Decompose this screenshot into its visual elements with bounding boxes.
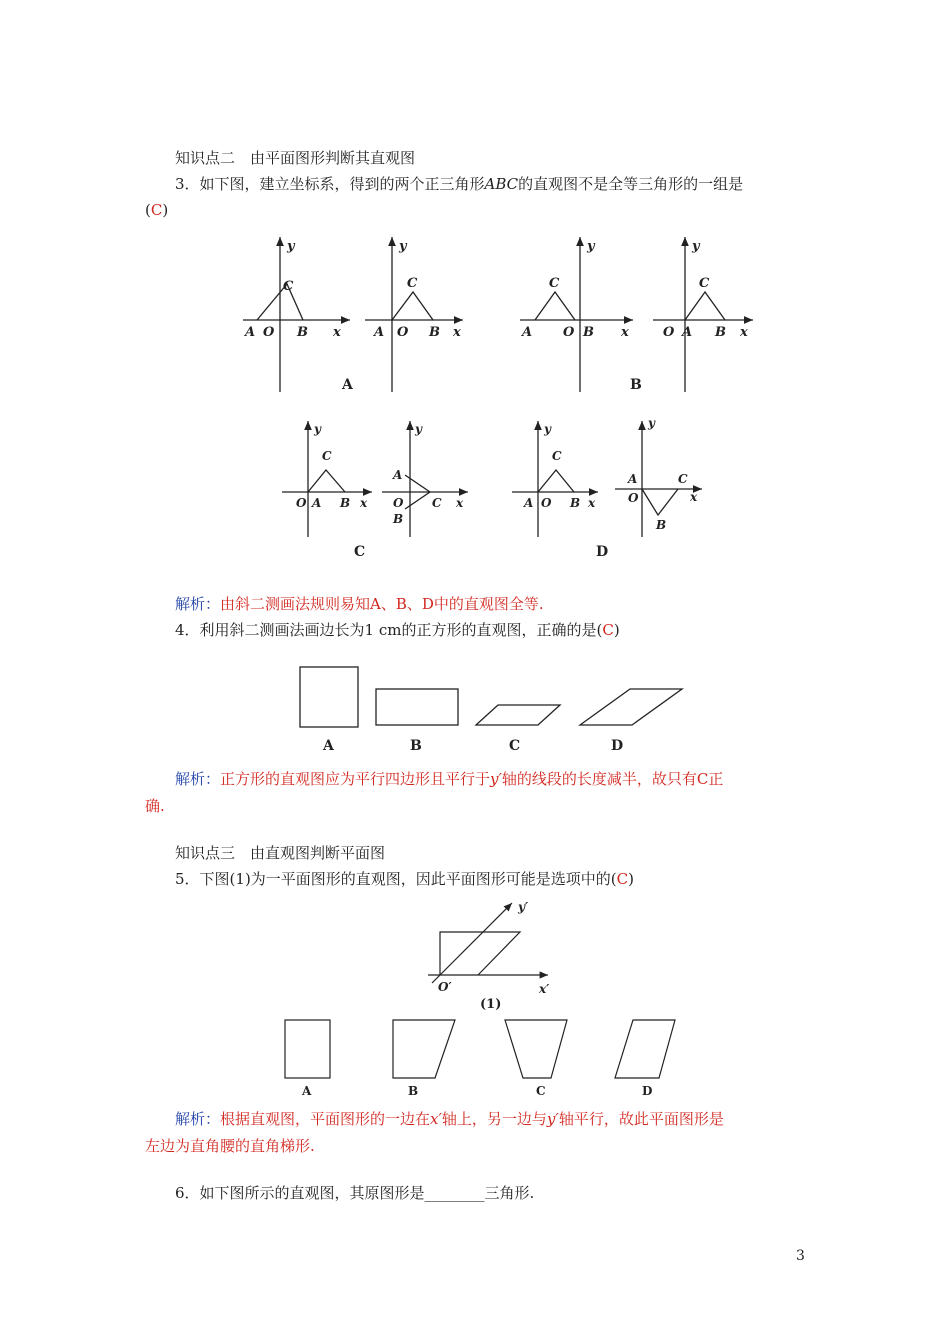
- svg-text:O: O: [296, 496, 307, 510]
- q3-answer: [145, 200, 168, 220]
- q5-fig-label-b: B: [408, 1084, 419, 1098]
- svg-text:y: y: [648, 416, 655, 430]
- q3-analysis-label: 解析：: [175, 595, 221, 613]
- svg-text:B: B: [429, 325, 440, 340]
- q4-answer-letter: C: [602, 621, 614, 639]
- q5-fig-caption: (1): [480, 997, 502, 1012]
- svg-text:B: B: [715, 325, 726, 340]
- q3-answer-letter: C: [150, 201, 163, 219]
- svg-text:y: y: [692, 239, 700, 254]
- q6-blank: ________: [424, 1184, 485, 1202]
- q4-analysis-y: y′: [490, 770, 502, 788]
- q5-fig-label-c: C: [536, 1084, 546, 1098]
- svg-text:O: O: [541, 496, 552, 510]
- svg-text:O: O: [663, 325, 675, 340]
- svg-text:C: C: [699, 276, 710, 291]
- q6-stem-a: 6．如下图所示的直观图，其原图形是: [175, 1184, 425, 1202]
- q5-analysis-2: 轴上，另一边与: [441, 1110, 547, 1128]
- svg-text:C: C: [432, 496, 442, 510]
- q4-fig-label-b: B: [410, 738, 422, 754]
- svg-text:x: x: [453, 325, 461, 340]
- q4-analysis-cont: 确.: [145, 797, 165, 815]
- q3-figure-top: [235, 232, 760, 402]
- svg-text:y: y: [399, 239, 407, 254]
- svg-text:y: y: [287, 239, 295, 254]
- q5-options-figure: [275, 1015, 695, 1100]
- svg-text:y: y: [314, 422, 321, 436]
- q5-analysis-1: 根据直观图，平面图形的一边在: [220, 1110, 431, 1128]
- page-number: 3: [796, 1248, 805, 1264]
- q4-stem-text: 4．利用斜二测画法画边长为1 cm的正方形的直观图，正确的是: [175, 621, 597, 639]
- svg-text:x: x: [588, 496, 596, 510]
- q4-stem: [175, 620, 620, 640]
- svg-text:y′: y′: [518, 900, 529, 914]
- q3-fig-label-c: C: [354, 544, 366, 560]
- svg-text:x: x: [360, 496, 368, 510]
- q3-fig-label-b: B: [630, 377, 642, 393]
- paren-open: (: [145, 201, 151, 219]
- q4-fig-label-d: D: [611, 738, 624, 754]
- q3-fig-label-d: D: [596, 544, 609, 560]
- paren-open: (: [596, 621, 603, 639]
- q4-figure: [290, 657, 690, 757]
- svg-text:O: O: [628, 491, 639, 505]
- svg-text:x: x: [690, 490, 698, 504]
- svg-text:A: A: [522, 325, 533, 340]
- svg-text:y: y: [415, 422, 422, 436]
- paren-close: ): [628, 870, 634, 888]
- q4-fig-label-c: C: [509, 738, 521, 754]
- q4-analysis-label: 解析：: [175, 770, 221, 788]
- q5-analysis-cont: 左边为直角腰的直角梯形.: [145, 1137, 315, 1155]
- svg-text:O: O: [263, 325, 275, 340]
- q4-analysis: [175, 769, 723, 789]
- q3-stem-a: 3．如下图，建立坐标系，得到的两个正三角形: [175, 175, 485, 193]
- svg-text:C: C: [549, 276, 560, 291]
- q5-analysis-y: y′: [546, 1110, 559, 1128]
- svg-text:A: A: [524, 496, 534, 510]
- q3-stem-b: 的直观图不是全等三角形的一组是: [518, 175, 744, 193]
- q5-stem: [175, 869, 634, 889]
- svg-text:B: B: [340, 496, 351, 510]
- svg-text:O: O: [563, 325, 575, 340]
- q6-stem: [175, 1183, 534, 1203]
- section-title-3: 知识点三 由直观图判断平面图: [175, 844, 386, 862]
- svg-text:B: B: [297, 325, 308, 340]
- svg-text:A: A: [393, 468, 403, 482]
- svg-text:C: C: [407, 276, 418, 291]
- q5-stem-text: 5．下图(1)为一平面图形的直观图，因此平面图形可能是选项中的: [175, 870, 611, 888]
- svg-text:O′: O′: [438, 980, 452, 994]
- q3-fig-label-a: A: [342, 377, 353, 393]
- q5-fig-label-a: A: [302, 1084, 312, 1098]
- svg-text:O: O: [393, 496, 404, 510]
- svg-text:x: x: [740, 325, 748, 340]
- q5-analysis-x: x′: [430, 1110, 442, 1128]
- q5-answer-letter: C: [616, 870, 629, 888]
- q5-analysis-3: 轴平行，故此平面图形是: [558, 1110, 724, 1128]
- svg-text:x: x: [456, 496, 464, 510]
- q4-analysis-2: 轴的线段的长度减半，故只有C正: [501, 770, 724, 788]
- svg-text:A: A: [312, 496, 322, 510]
- svg-text:x: x: [621, 325, 629, 340]
- svg-text:y: y: [587, 239, 595, 254]
- svg-text:x′: x′: [539, 982, 550, 996]
- q4-analysis-1: 正方形的直观图应为平行四边形且平行于: [220, 770, 491, 788]
- svg-text:C: C: [322, 449, 332, 463]
- svg-text:A: A: [245, 325, 256, 340]
- svg-text:x: x: [333, 325, 341, 340]
- q3-figure-bottom: [260, 415, 710, 563]
- q5-analysis: [175, 1109, 724, 1129]
- svg-text:O: O: [397, 325, 409, 340]
- q5-analysis-label: 解析：: [175, 1110, 221, 1128]
- q5-fig-label-d: D: [642, 1084, 653, 1098]
- svg-text:A: A: [628, 472, 638, 486]
- svg-text:B: B: [583, 325, 594, 340]
- svg-text:C: C: [678, 472, 688, 486]
- svg-text:A: A: [682, 325, 693, 340]
- q3-stem-abc: ABC: [484, 175, 519, 193]
- q4-fig-label-a: A: [323, 738, 334, 754]
- q6-stem-b: 三角形.: [484, 1184, 535, 1202]
- section-title-2: 知识点二 由平面图形判断其直观图: [175, 149, 416, 167]
- svg-text:B: B: [393, 512, 404, 526]
- q5-figure-1: [420, 895, 560, 1015]
- paren-close: ): [613, 621, 620, 639]
- q3-analysis-text: 由斜二测画法规则易知A、B、D中的直观图全等.: [220, 595, 544, 613]
- svg-text:B: B: [656, 518, 667, 532]
- paren-close: ): [162, 201, 169, 219]
- svg-text:B: B: [570, 496, 581, 510]
- svg-text:y: y: [544, 422, 551, 436]
- q3-analysis: [175, 594, 544, 614]
- q3-stem: [175, 174, 743, 194]
- svg-text:C: C: [283, 279, 294, 294]
- svg-text:C: C: [552, 449, 562, 463]
- svg-text:A: A: [374, 325, 385, 340]
- paren-open: (: [610, 870, 617, 888]
